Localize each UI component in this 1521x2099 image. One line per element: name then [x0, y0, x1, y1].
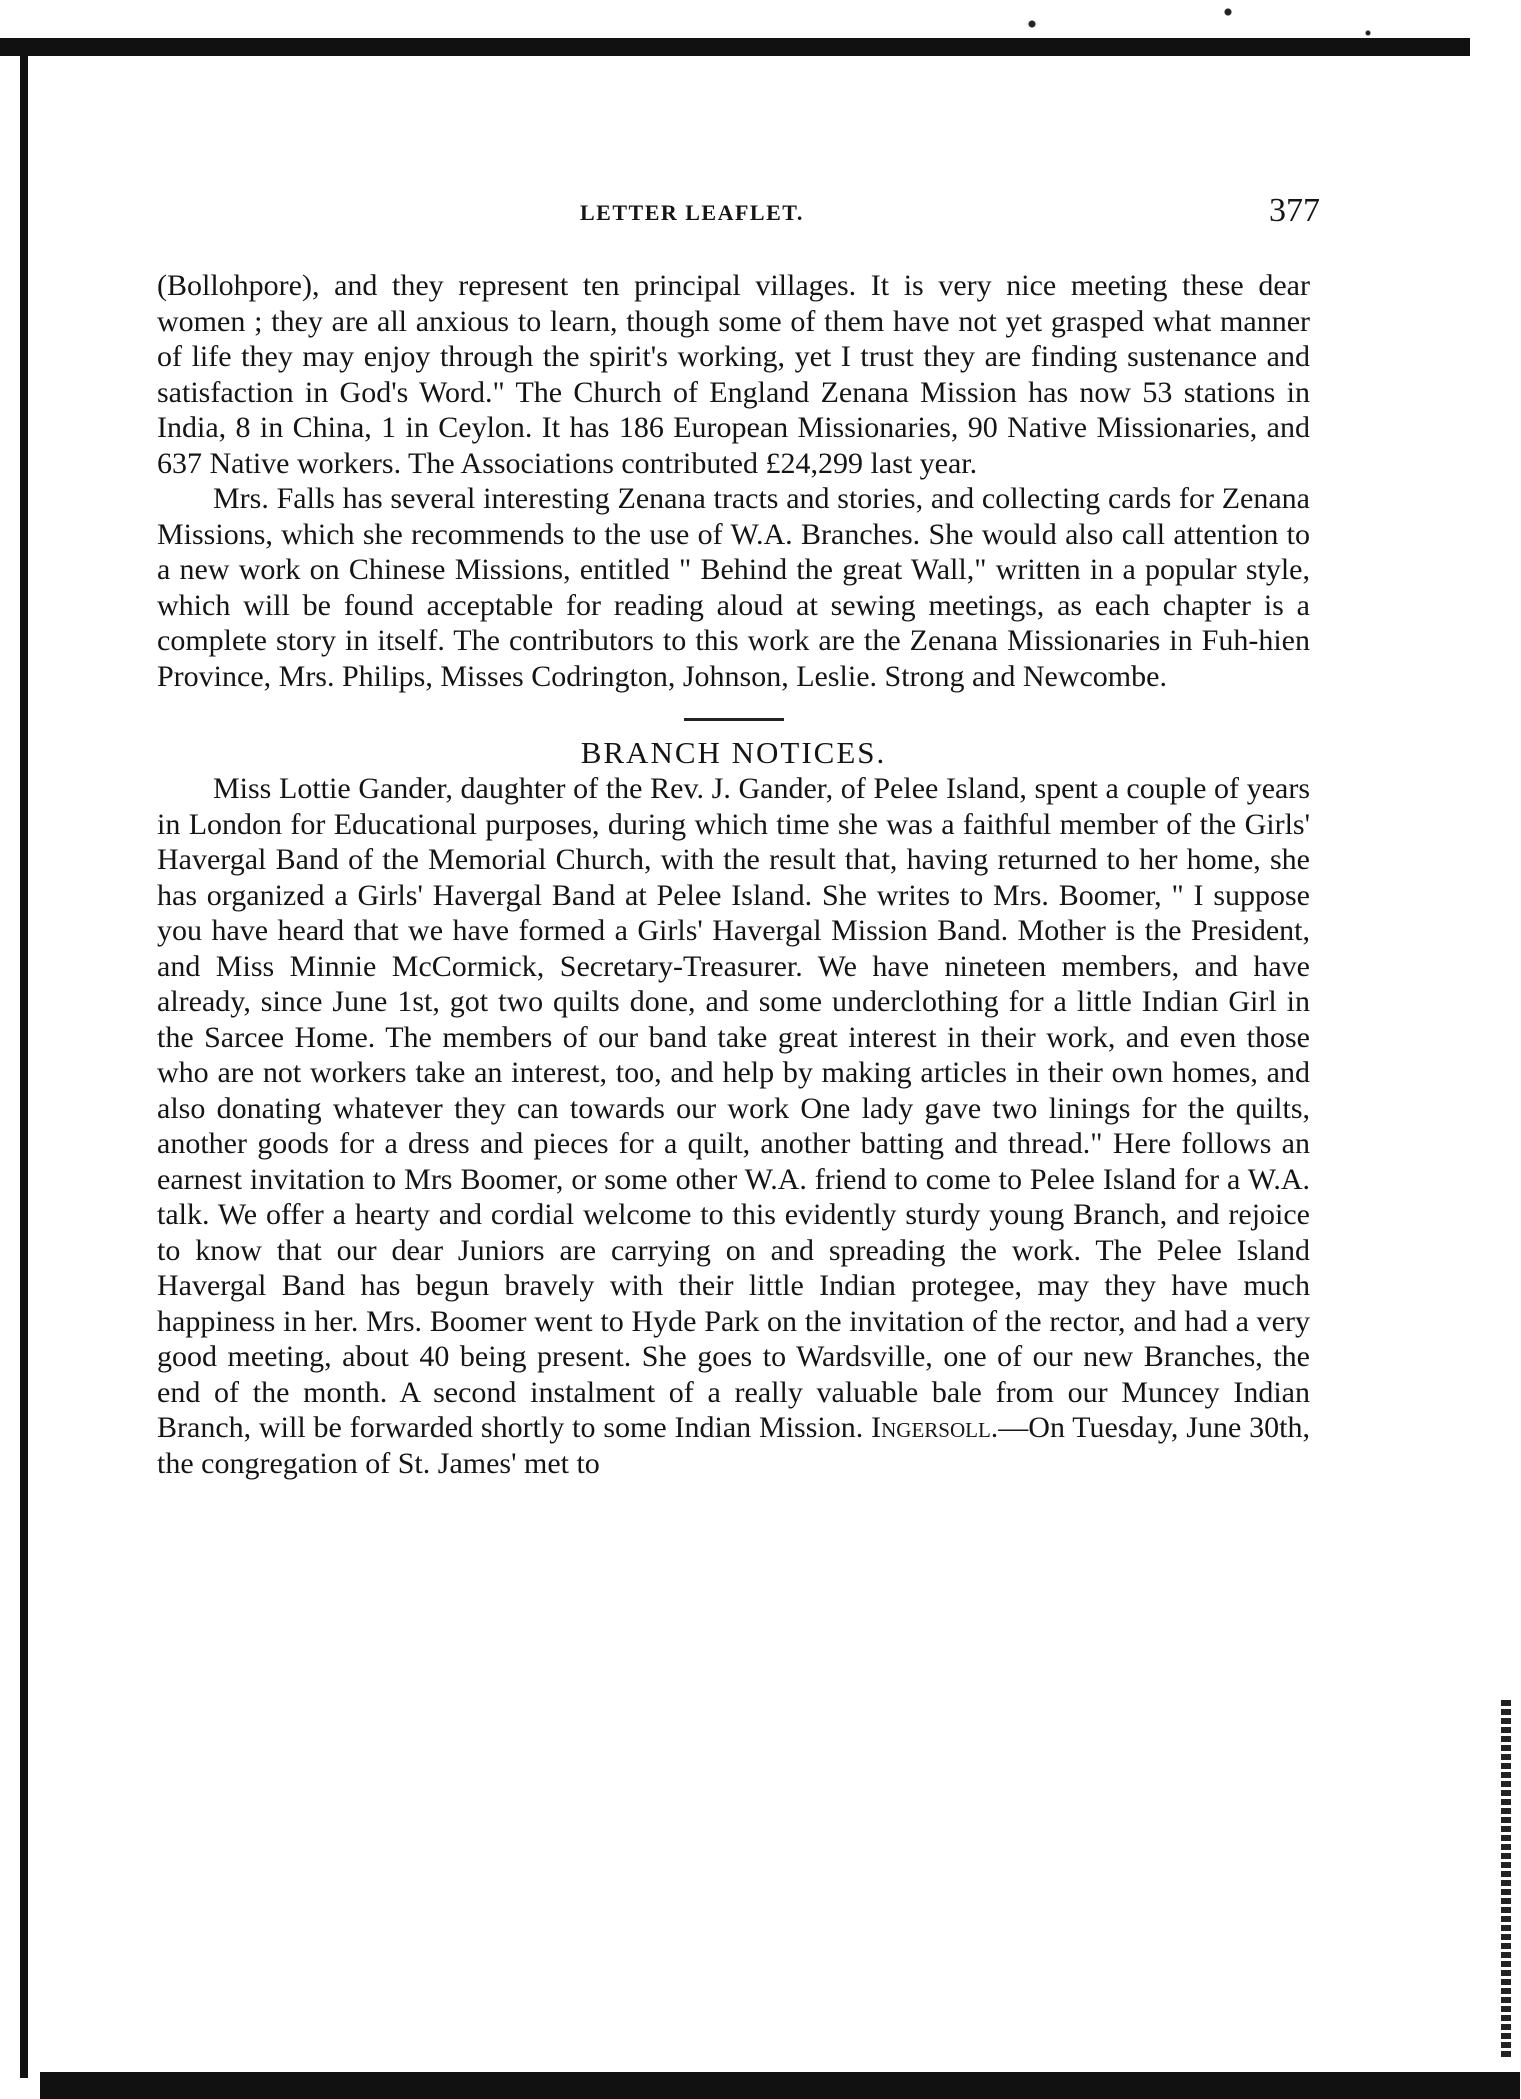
place-name-ingersoll: Ingersoll.: [871, 1411, 999, 1444]
branch-notices-text: Miss Lottie Gander, daughter of the Rev. J. Gander, of Pelee Island, spent a couple of years in London for Educational purposes, during which time she was a faithful member of the Girls' Havergal Band of the Memorial Church, with the result that, having returned to her home, she has organized a Girls' Havergal Band at Pelee Island. She writes to Mrs. Boomer, " I suppose you have heard that we have formed a Girls' Havergal Mission Band. Mother is the President, and Miss Minnie McCormick, Secretary-Treasurer. We have nineteen members, and have already, since June 1st, got two quilts done, and some underclothing for a little Indian Girl in the Sarcee Home. The members of our band take great interest in their work, and even those who are not workers take an interest, too, and help by making articles in their own homes, and also donating whatever they can towards our work One lady gave two linings for the quilts, another goods for a dress and pieces for a quilt, another batting and thread." Here follows an earnest invitation to Mrs Boomer, or some other W.A. friend to come to Pelee Island for a W.A. talk. We offer a hearty and cordial welcome to this evidently sturdy young Branch, and rejoice to know that our dear Juniors are carrying on and spreading the work. The Pelee Island Havergal Band has begun bravely with their little Indian protegee, may they have much happiness in her. Mrs. Boomer went to Hyde Park on the invitation of the rector, and had a very good meeting, about 40 being present. She goes to Wardsville, one of our new Branches, the end of the month. A second instalment of a really valuable bale from our Muncey Indian Branch, will be forwarded shortly to some Indian Mission.: [157, 772, 1310, 1444]
running-head: LETTER LEAFLET.: [580, 200, 804, 225]
scan-right-edge: [1501, 1700, 1511, 2060]
scan-left-rule: [20, 38, 28, 2078]
scan-top-noise: [920, 0, 1480, 60]
page-number: 377: [1269, 192, 1320, 229]
section-heading: BRANCH NOTICES.: [580, 735, 887, 770]
section-divider: [684, 718, 784, 721]
branch-notices-continuation: —On Tuesday, June 30th, the congregation of St. James' met to: [157, 1411, 1310, 1480]
page-header: [160, 192, 1320, 242]
body-text: [157, 268, 1310, 1481]
scan-bottom-bar: [40, 2072, 1520, 2099]
paragraph-mrs-falls: Mrs. Falls has several interesting Zenana tracts and stories, and collecting cards for Zenana Missions, which she recommends to the use of W.A. Branches. She would also call attention to a new work on Chinese Missions, entitled " Behind the great Wall," written in a popular style, which will be found acceptable for reading aloud at sewing meetings, as each chapter is a complete story in itself. The contributors to this work are the Zenana Missionaries in Fuh-hien Province, Mrs. Philips, Misses Codrington, Johnson, Leslie. Strong and Newcombe.: [157, 482, 1310, 693]
paragraph-branch-notices: [157, 771, 1310, 1481]
paragraph-zenana-mission: (Bollohpore), and they represent ten principal villages. It is very nice meeting these dear women ; they are all anxious to learn, though some of them have not yet grasped what manner of life they may enjoy through the spirit's working, yet I trust they are finding sustenance and satisfaction in God's Word." The Church of England Zenana Mission has now 53 stations in India, 8 in China, 1 in Ceylon. It has 186 European Missionaries, 90 Native Missionaries, and 637 Native workers. The Associations contributed £24,299 last year.: [157, 269, 1310, 480]
